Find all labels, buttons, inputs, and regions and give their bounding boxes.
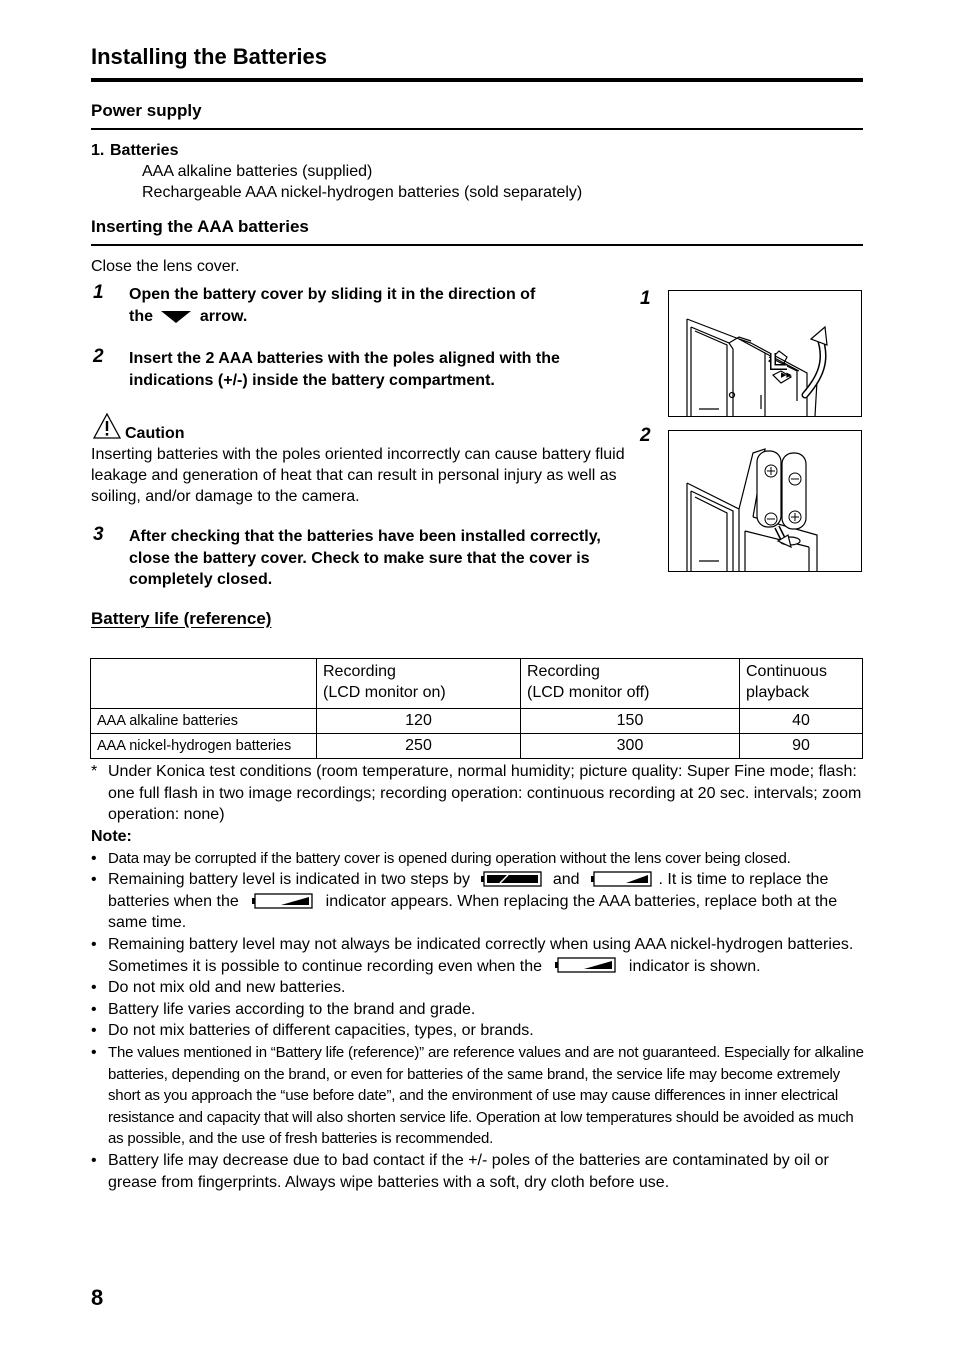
figure-label: 1 bbox=[640, 288, 651, 309]
intro-text: Close the lens cover. bbox=[91, 258, 240, 275]
step-number: 3 bbox=[93, 524, 104, 545]
bullet: • bbox=[91, 979, 97, 997]
step-text-part: Open the battery cover by sliding it in the direction of bbox=[129, 286, 536, 303]
step-text-part: arrow. bbox=[199, 307, 248, 325]
table-cell: 150 bbox=[521, 709, 740, 734]
battery-full-icon bbox=[480, 871, 542, 887]
page-title: Installing the Batteries bbox=[91, 44, 327, 69]
table-cell: 90 bbox=[740, 734, 863, 759]
list-item bbox=[91, 848, 866, 870]
list-item bbox=[91, 1150, 866, 1193]
battery-low-icon bbox=[554, 957, 616, 973]
step-number: 1 bbox=[93, 282, 104, 303]
table-header-cell: Recording (LCD monitor on) bbox=[317, 659, 521, 709]
battery-cover-illustration bbox=[668, 290, 862, 417]
step-text: After checking that the batteries have been installed correctly, close the battery cover. Check to make sure that the cover is completely closed. bbox=[129, 528, 601, 588]
table-cell: 300 bbox=[521, 734, 740, 759]
table-header-cell: Continuous playback bbox=[740, 659, 863, 709]
bullet: • bbox=[91, 871, 97, 889]
table-header-cell bbox=[91, 659, 317, 709]
bullet: • bbox=[91, 935, 97, 953]
caution-text: Inserting batteries with the poles oriented incorrectly can cause battery fluid leakage and generation of heat that can result in personal injury as well as soiling, and/or damage to the camera. bbox=[91, 446, 625, 505]
step-number: 2 bbox=[93, 346, 104, 367]
note-text: Battery life varies according to the brand and grade. bbox=[108, 1000, 476, 1018]
table-header-cell: Recording (LCD monitor off) bbox=[521, 659, 740, 709]
battery-insertion-illustration bbox=[668, 430, 862, 572]
table-cell: 40 bbox=[740, 709, 863, 734]
table-row bbox=[91, 709, 863, 734]
note-text: indicator is shown. bbox=[628, 957, 761, 975]
caution-label: Caution bbox=[125, 425, 185, 442]
step-text: Insert the 2 AAA batteries with the poles aligned with the indications (+/-) inside the battery compartment. bbox=[129, 350, 560, 389]
table-row-label: AAA alkaline batteries bbox=[91, 709, 317, 734]
note-text: Remaining battery level may not always be indicated correctly when using AAA nickel-hydrogen batteries. Sometimes it is possible to continue recording even when the bbox=[108, 935, 854, 975]
note-text: Do not mix old and new batteries. bbox=[108, 979, 346, 997]
bullet: • bbox=[91, 1151, 97, 1169]
list-item bbox=[91, 934, 866, 977]
note-text: and bbox=[552, 871, 580, 889]
table-row-label: AAA nickel-hydrogen batteries bbox=[91, 734, 317, 759]
note-text: . It is time to replace the batteries when the bbox=[108, 871, 829, 910]
batteries-item-label: Batteries bbox=[110, 142, 179, 159]
battery-low-icon bbox=[251, 893, 313, 909]
page-number: 8 bbox=[91, 1285, 104, 1310]
batteries-item-number: 1. bbox=[91, 142, 105, 159]
battery-life-heading: Battery life (reference) bbox=[91, 609, 272, 628]
bullet: • bbox=[91, 1043, 97, 1061]
note-heading: Note: bbox=[91, 828, 132, 845]
step-text bbox=[129, 284, 624, 327]
notes-section bbox=[91, 826, 866, 1193]
caution-icon bbox=[92, 412, 122, 440]
battery-half-icon bbox=[590, 871, 652, 887]
list-item bbox=[91, 1042, 866, 1150]
table-cell: 250 bbox=[317, 734, 521, 759]
list-item bbox=[91, 1020, 866, 1042]
footnote-mark: * bbox=[91, 763, 98, 780]
list-item bbox=[91, 999, 866, 1021]
battery-type-line: Rechargeable AAA nickel-hydrogen batteries (sold separately) bbox=[142, 184, 583, 201]
step-text-part: the bbox=[129, 307, 153, 325]
down-triangle-icon bbox=[161, 309, 191, 323]
camera-open-cover-drawing bbox=[669, 291, 861, 416]
note-text: Do not mix batteries of different capacities, types, or brands. bbox=[108, 1022, 534, 1040]
title-rule bbox=[91, 78, 863, 82]
battery-life-table bbox=[90, 658, 863, 759]
battery-type-line: AAA alkaline batteries (supplied) bbox=[142, 163, 373, 180]
list-item bbox=[91, 869, 866, 934]
table-header-row bbox=[91, 659, 863, 709]
note-text: indicator appears. When replacing the AAA batteries, replace both at the same time. bbox=[108, 892, 838, 932]
power-supply-heading: Power supply bbox=[91, 101, 202, 120]
note-text: The values mentioned in “Battery life (reference)” are reference values and are not guaranteed. Especially for alkaline batteries, depending on the brand, or even for batteries of the same brand, the service life may become extremely short as you approach the “use before date”, and the environment of use may cause differences in inner electrical resistance and capacity that will also shorten service life. Operation at low temperatures should be avoided as much as possible, and the use of fresh batteries is recommended. bbox=[108, 1043, 864, 1148]
bullet: • bbox=[91, 849, 97, 867]
section-rule bbox=[91, 128, 863, 130]
footnote-text: Under Konica test conditions (room temperature, normal humidity; picture quality: Super Fine mode; flash: one full flash in two image recordings; recording operation: continuous recording at 20 sec. intervals; zoom operation: none) bbox=[108, 763, 862, 824]
figure-label: 2 bbox=[640, 425, 651, 446]
section-rule bbox=[91, 244, 863, 246]
note-text: Battery life may decrease due to bad contact if the +/- poles of the batteries are contaminated by oil or grease from fingerprints. Always wipe batteries with a soft, dry cloth before use. bbox=[108, 1151, 829, 1191]
list-item bbox=[91, 977, 866, 999]
note-text: Data may be corrupted if the battery cover is opened during operation without the lens cover being closed. bbox=[108, 849, 791, 867]
inserting-heading: Inserting the AAA batteries bbox=[91, 217, 309, 236]
note-text: Remaining battery level is indicated in two steps by bbox=[108, 871, 470, 889]
table-row bbox=[91, 734, 863, 759]
table-cell: 120 bbox=[317, 709, 521, 734]
bullet: • bbox=[91, 1022, 97, 1040]
camera-insert-batteries-drawing bbox=[669, 431, 861, 571]
svg-text:▶▶: ▶▶ bbox=[781, 372, 792, 379]
bullet: • bbox=[91, 1000, 97, 1018]
